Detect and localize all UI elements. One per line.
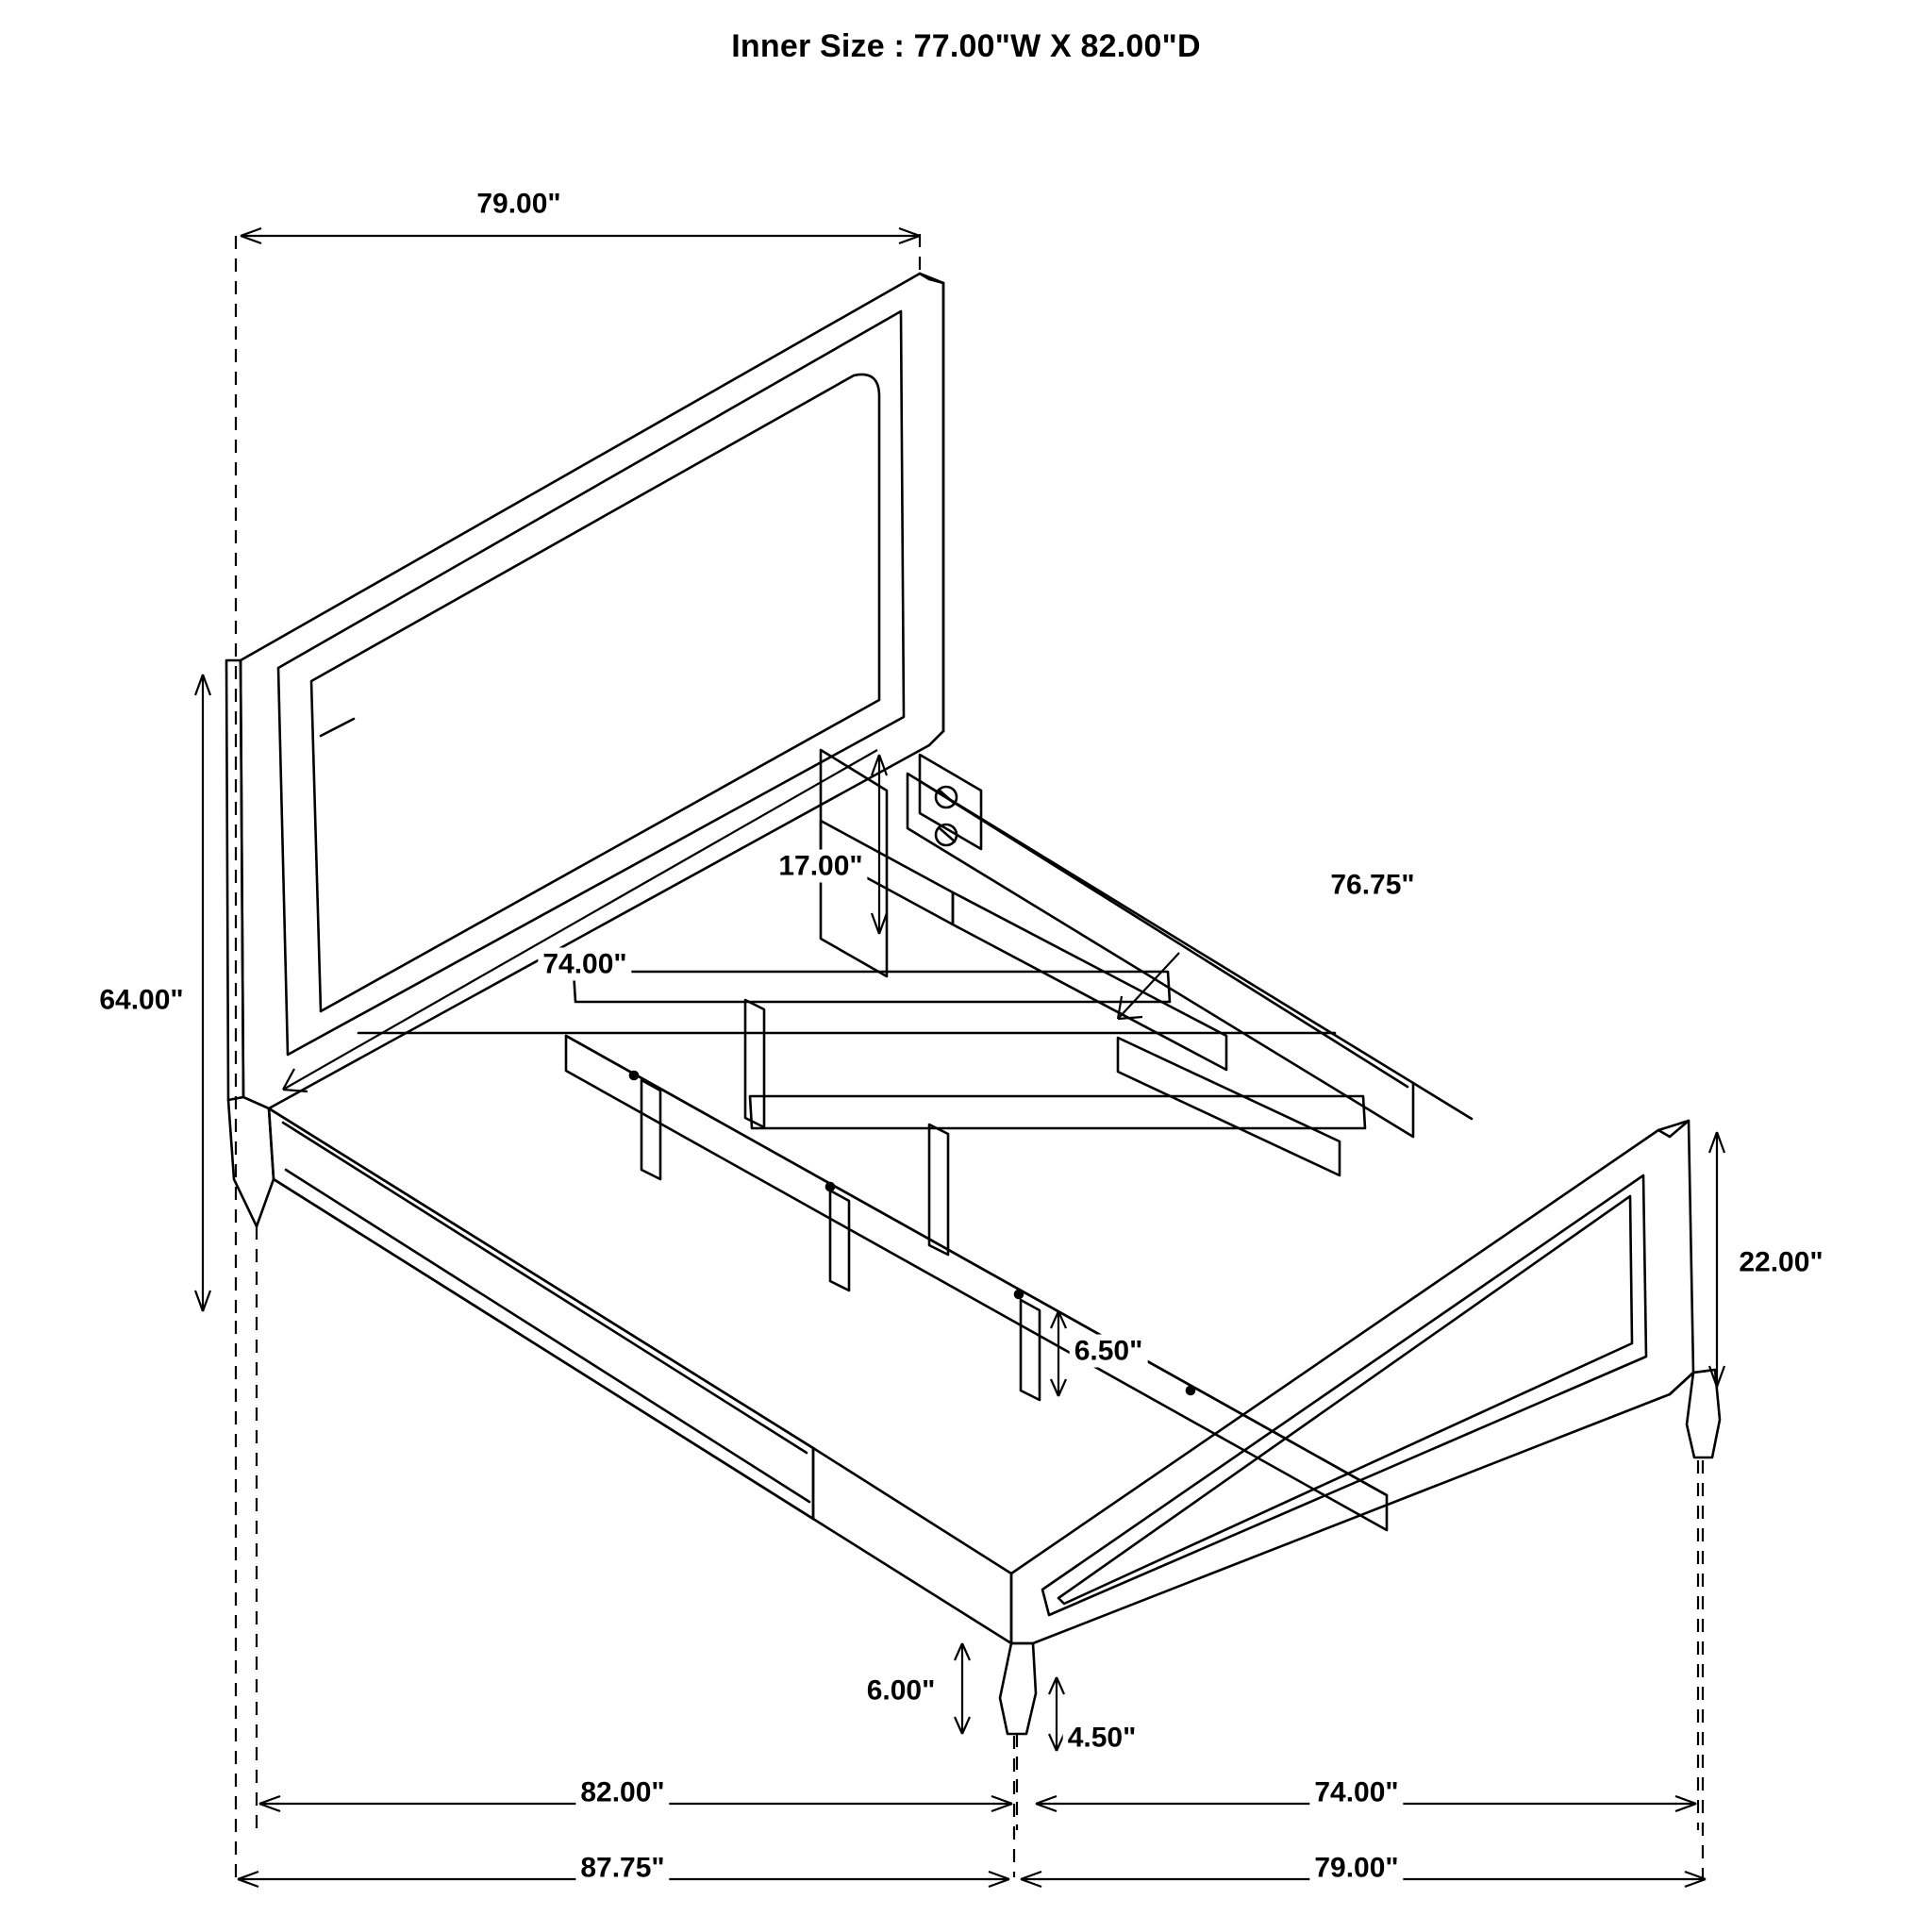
center-leg-3 (1021, 1300, 1040, 1400)
bracket-bolt-1-slot (940, 791, 955, 804)
center-leg-2 (830, 1191, 849, 1291)
dim-line-74-headboard (283, 750, 877, 1090)
footboard-left-leg (1000, 1643, 1036, 1734)
beam-screw-4 (1187, 1387, 1194, 1394)
headboard-right-post-cap (929, 731, 943, 745)
headboard-inner-frame-1 (278, 311, 904, 1055)
far-rail-joint (1413, 1083, 1472, 1119)
near-side-rail-inner-line-2 (286, 1170, 809, 1502)
beam-screw-3 (1015, 1291, 1023, 1298)
dim-label-8775: 87.75" (575, 1852, 669, 1885)
dim-label-79-foot: 79.00" (1309, 1852, 1403, 1885)
slat-leg-1 (745, 1000, 764, 1127)
near-side-rail-rear (813, 1448, 1011, 1643)
headboard-cross-rail-2 (953, 892, 1226, 1070)
footboard-outer (1011, 1121, 1693, 1643)
dim-label-600: 6.00" (862, 1674, 941, 1707)
headboard-outer (241, 274, 943, 1108)
near-side-rail-inner-line (283, 1123, 807, 1453)
dim-label-headboard-height: 64.00" (94, 984, 188, 1017)
rail-bracket (920, 755, 981, 849)
dim-label-650: 6.50" (1070, 1335, 1148, 1368)
near-side-rail-bottom-edge (274, 1179, 813, 1519)
dim-label-450: 4.50" (1063, 1722, 1141, 1755)
far-side-rail (908, 774, 1413, 1137)
dim-label-17: 17.00" (774, 850, 867, 883)
far-side-rail-inner-line (920, 781, 1407, 1087)
near-side-rail (269, 1108, 813, 1519)
cross-slat-2 (750, 1096, 1365, 1128)
slat-leg-2 (929, 1124, 948, 1255)
page-title: Inner Size : 77.00"W X 82.00"D (731, 28, 1201, 64)
footboard-inner-frame (1042, 1175, 1646, 1615)
near-side-rail-top-edge (269, 1108, 813, 1448)
cross-slat-1 (574, 972, 1170, 1002)
dim-label-74-headboard: 74.00" (538, 948, 631, 981)
center-leg-1 (641, 1080, 660, 1179)
headboard-inner-panel (311, 375, 879, 1011)
cross-slat-3 (1118, 1038, 1340, 1175)
dim-label-22: 22.00" (1734, 1246, 1827, 1279)
headboard-panel-detail (321, 719, 354, 736)
dim-label-7675: 76.75" (1325, 869, 1419, 902)
dim-label-82: 82.00" (575, 1776, 669, 1809)
extension-lines (236, 234, 1703, 1877)
dim-label-74-foot: 74.00" (1309, 1776, 1403, 1809)
beam-screw-1 (630, 1072, 638, 1079)
dim-label-headboard-width: 79.00" (472, 188, 565, 221)
center-support-beam (566, 1036, 1387, 1530)
